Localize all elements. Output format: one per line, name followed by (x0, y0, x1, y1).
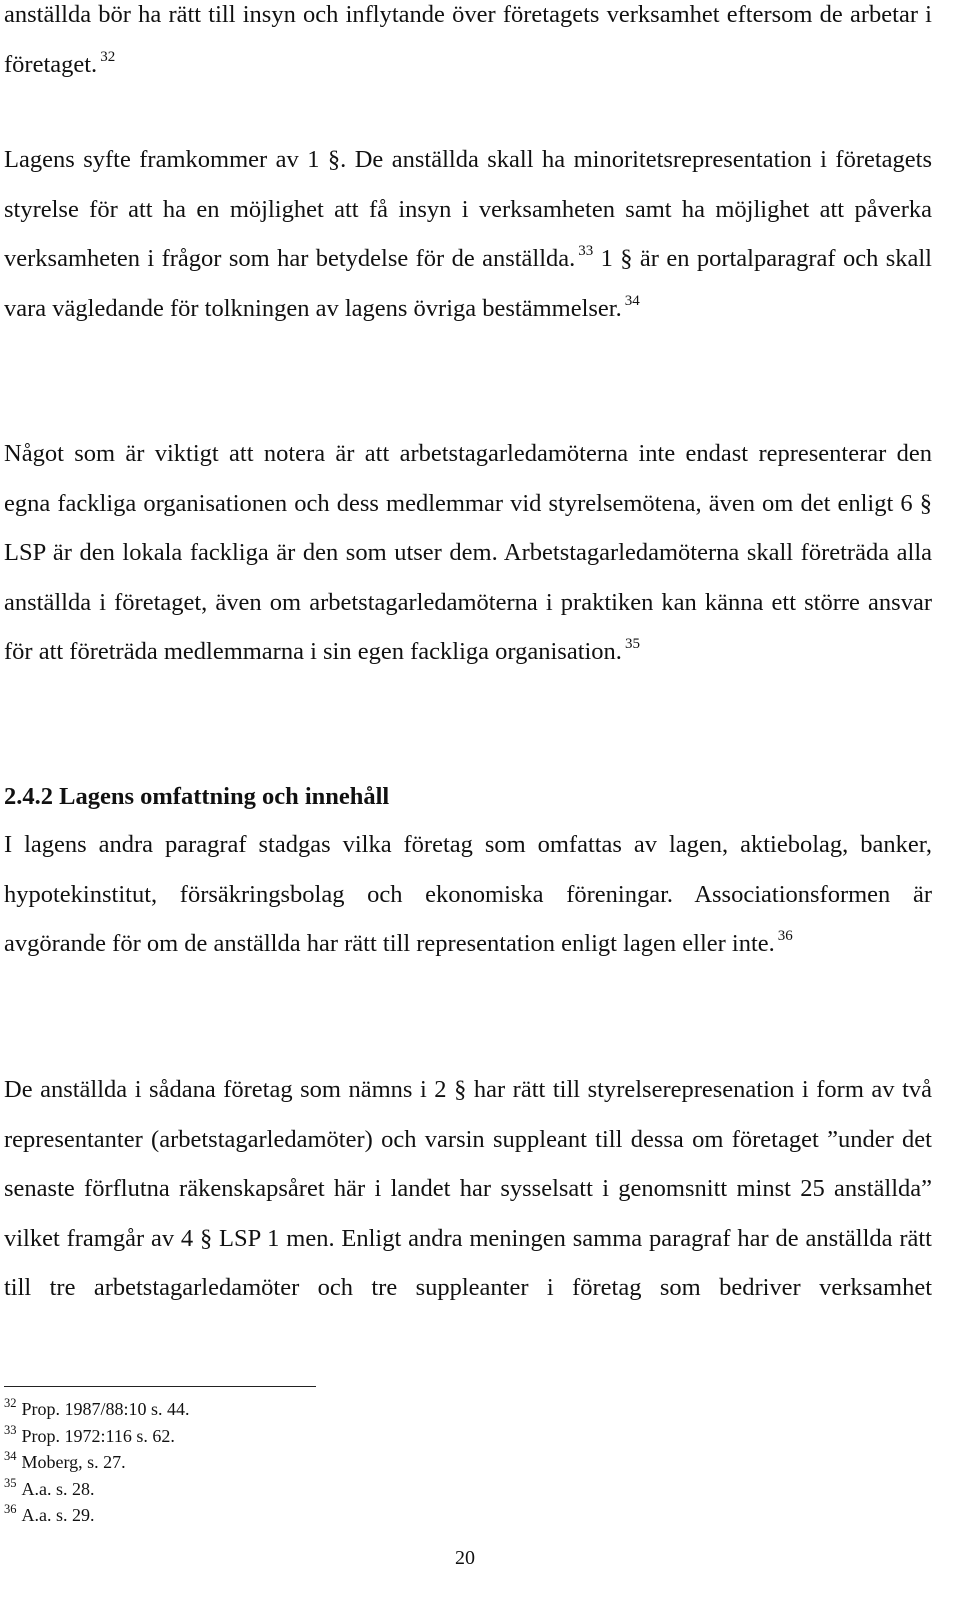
paragraph-styrelserepresentation (4, 1065, 932, 1313)
footnote-item (4, 1450, 604, 1477)
footnote-number: 33 (4, 1422, 17, 1437)
footnote-item (4, 1424, 604, 1451)
footnote-number: 36 (4, 1502, 17, 1516)
paragraph-text: I lagens andra paragraf stadgas vilka företag som omfattas av lagen, aktiebolag, banker, hypotekinstitut, försäkringsbolag och ekonomiska föreningar. Associationsformen är avgörande för om de anställda har rätt till representation enligt lagen eller inte. (4, 831, 932, 957)
footnote-text: Moberg, s. 27. (21, 1452, 126, 1472)
footnote-item (4, 1397, 604, 1424)
footnote-number: 35 (4, 1475, 17, 1490)
section-heading: 2.4.2 Lagens omfattning och innehåll (4, 783, 390, 810)
page-number: 20 (455, 1547, 475, 1569)
paragraph-omfattning (4, 820, 932, 969)
paragraph-text: Något som är viktigt att notera är att arbetstagarledamöterna inte endast representerar den egna fackliga organisationen och dess medlemmar vid styrelsemötena, även om det enligt 6 § LSP är den lokala fackliga är den som utser dem. Arbetstagarledamöterna skall företräda alla anställda i företaget, även om arbetstagarledamöterna i praktiken kan känna ett större ansvar för att företräda medlemmarna i sin egen fackliga organisation. (4, 440, 932, 665)
footnote-number: 32 (4, 1396, 17, 1410)
footnote-item (4, 1503, 604, 1530)
paragraph-text-continued: 1 § är en portalparagraf och skall vara vägledande för tolkningen av lagens övriga bestämmelser. (4, 245, 932, 322)
footnote-list (4, 1397, 604, 1530)
footnote-text: Prop. 1972:116 s. 62. (21, 1425, 175, 1446)
footnote-ref-36: 36 (777, 928, 793, 944)
footnote-ref-35: 35 (624, 636, 640, 652)
footnote-number: 34 (4, 1449, 17, 1463)
footnote-ref-34: 34 (624, 292, 640, 309)
footnote-text: A.a. s. 29. (21, 1505, 95, 1525)
paragraph-lagens-syfte (4, 135, 932, 333)
paragraph-intro (4, 0, 932, 89)
paragraph-text: De anställda i sådana företag som nämns i 2 § har rätt till styrelserepresenation i form av två representanter (arbetstagarledamöter) och varsin suppleant till dessa om företaget ”under det senaste förflutna räkenskapsåret här i landet har sysselsatt i genomsnitt minst 25 anställda” vilket framgår av 4 § LSP 1 men. Enligt andra meningen samma paragraf har de anställda rätt till tre arbetstagarledamöter och tre suppleanter i företag som bedriver verksamhet (4, 1076, 932, 1301)
footnote-text: Prop. 1987/88:10 s. 44. (21, 1399, 190, 1419)
footnote-separator (4, 1386, 316, 1387)
footnote-ref-33: 33 (578, 243, 594, 259)
footnote-item (4, 1477, 604, 1504)
paragraph-arbetstagarledamoter (4, 429, 932, 677)
paragraph-text: Lagens syfte framkommer av 1 §. De anställda skall ha minoritetsrepresentation i företagets styrelse för att ha en möjlighet att få insyn i verksamheten samt ha möjlighet att påverka verksamheten i frågor som har betydelse för de anställda. (4, 146, 932, 272)
footnote-ref-32: 32 (100, 48, 116, 65)
paragraph-text: anställda bör ha rätt till insyn och inflytande över företagets verksamhet eftersom de arbetar i företaget. (4, 1, 932, 78)
footnote-text: A.a. s. 28. (21, 1478, 95, 1499)
